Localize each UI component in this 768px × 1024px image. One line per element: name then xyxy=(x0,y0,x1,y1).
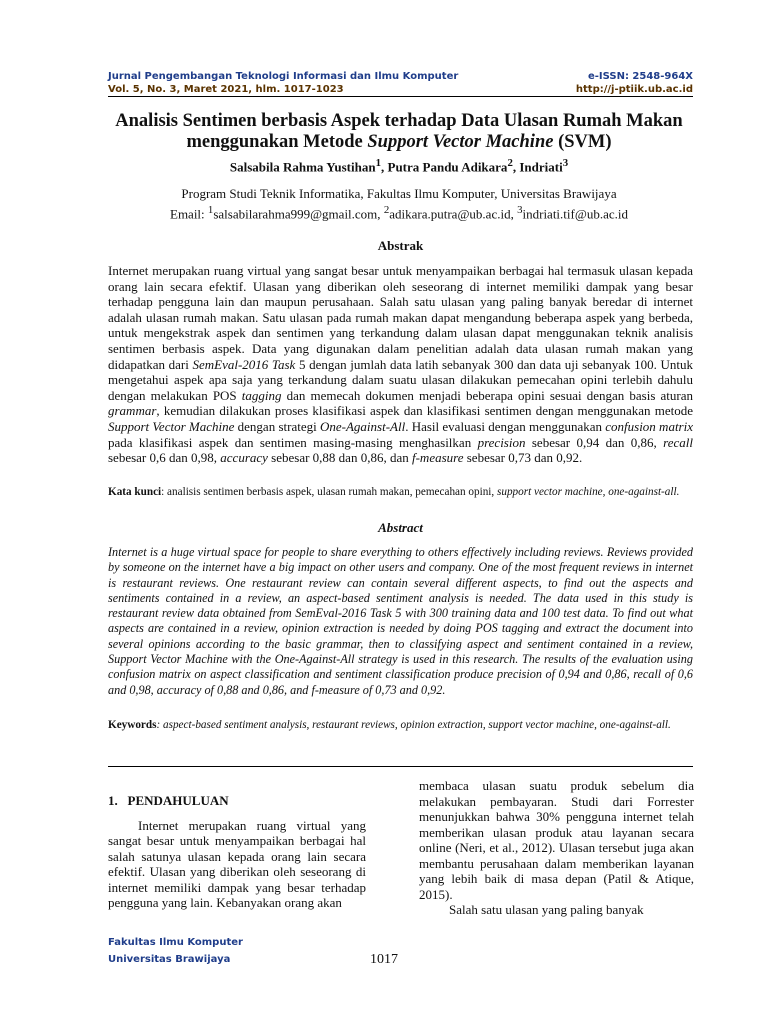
journal-url[interactable]: http://j-ptiik.ub.ac.id xyxy=(575,84,693,95)
author-separator: , xyxy=(512,159,520,175)
email-line xyxy=(90,202,708,222)
right-column xyxy=(419,778,694,918)
abstrak-text: dan memecah dokumen menjadi beberapa opini sesuai dengan basis aturan xyxy=(281,387,694,403)
paper-title xyxy=(90,111,708,153)
abstrak-text: dengan strategi xyxy=(234,418,320,434)
affiliation-line: Program Studi Teknik Informatika, Fakultas Ilmu Komputer, Universitas Brawijaya xyxy=(181,186,617,201)
abstrak-body xyxy=(108,263,693,466)
email-3[interactable]: indriati.tif@ub.ac.id xyxy=(522,206,628,222)
keywords xyxy=(108,718,693,733)
email-2[interactable]: adikara.putra@ub.ac.id, xyxy=(389,206,518,222)
journal-issn-block xyxy=(576,70,693,96)
kata-kunci-label: Kata kunci xyxy=(108,486,162,498)
keywords-label: Keywords xyxy=(108,719,157,731)
journal-volume: Vol. 5, No. 3, Maret 2021, hlm. 1017-1023 xyxy=(108,84,344,95)
abstrak-text: , kemudian dilakukan proses klasifikasi aspek dan klasifikasi sentimen dengan menggunakan metode xyxy=(156,403,693,419)
body-paragraph: Internet merupakan ruang virtual yang sangat besar untuk menyampaikan berbagai hal salah satunya ulasan kepada orang lain secara efektif. Ulasan yang diberikan oleh seseorang di internet memiliki dampak yang besar terhadap pengguna yang lain. Kebanyakan orang akan xyxy=(108,817,366,910)
author-separator: , xyxy=(381,159,388,175)
title-line-2-end: (SVM) xyxy=(553,132,612,152)
section-heading: 1. PENDAHULUAN xyxy=(108,793,229,808)
kata-kunci xyxy=(108,485,693,500)
footer-university: Universitas Brawijaya xyxy=(108,954,231,965)
journal-header xyxy=(108,70,458,96)
header-divider xyxy=(108,96,693,97)
body-divider xyxy=(108,766,693,767)
title-line-2-start: menggunakan Metode xyxy=(186,132,368,152)
abstrak-text: 5 dengan jumlah data latih sebanyak 300 dan data uji sebanyak 100. Untuk mengetahui aspek apa saja yang terkandung dalam suatu ulasan dilakukan pemecahan opini terlebih dahulu dengan melakukan POS xyxy=(108,356,693,403)
abstrak-italic-term: recall xyxy=(663,434,693,450)
keywords-text: : aspect-based sentiment analysis, restaurant reviews, opinion extraction, support vector machine, one-against-all. xyxy=(156,719,671,731)
abstract-body: Internet is a huge virtual space for people to share everything to others effectively including reviews. Reviews provided by someone on the internet have a big impact on other users and company. One of the most frequent reviews in internet is restaurant reviews. One restaurant review can contain several different aspects, to find out the aspects and sentiments contained in a review, an aspect-based sentiment analysis is needed. The data used in this study is restaurant review data obtained from SemEval-2016 Task 5 with 300 training data and 100 test data. To find out what aspects are contained in a review, opinion extraction is needed by doing POS tagging and extract the document into several opinions according to the basic grammar, then to classifying aspect and sentiment contained in a review, Support Vector Machine with the One-Against-All strategy is used in this research. The results of the evaluation using confusion matrix on aspect classification and sentiment classification produce precision of 0,94 and 0,86, recall of 0,6 and 0,98, accuracy of 0,88 and 0,86, and f-measure of 0,73 and 0,92. xyxy=(108,545,693,697)
left-column xyxy=(108,793,366,911)
abstrak-italic-term: SemEval-2016 Task xyxy=(192,356,296,372)
abstrak-text: sebesar 0,73 dan 0,92. xyxy=(463,450,583,466)
abstrak-text: pada klasifikasi aspek dan sentimen masing-masing menghasilkan xyxy=(108,434,478,450)
author-1-sup: 1 xyxy=(375,157,382,169)
email-3-sup: 3 xyxy=(517,204,523,216)
abstrak-text: sebesar 0,88 dan 0,86, dan xyxy=(267,450,412,466)
kata-kunci-italic: support vector machine, one-against-all. xyxy=(497,486,680,498)
abstrak-italic-term: Support Vector Machine xyxy=(108,418,235,434)
abstrak-italic-term: tagging xyxy=(241,387,282,403)
abstrak-text: sebesar 0,6 dan 0,98, xyxy=(108,450,221,466)
footer-faculty: Fakultas Ilmu Komputer xyxy=(108,937,243,948)
journal-name: Jurnal Pengembangan Teknologi Informasi dan Ilmu Komputer xyxy=(108,71,459,82)
email-1-sup: 1 xyxy=(207,204,214,216)
abstrak-italic-term: f-measure xyxy=(411,450,464,466)
author-2: Putra Pandu Adikara xyxy=(387,159,508,175)
abstrak-italic-term: accuracy xyxy=(220,450,268,466)
author-3: Indriati xyxy=(519,159,563,175)
email-label: Email: xyxy=(170,206,208,222)
kata-kunci-text: : analisis sentimen berbasis aspek, ulasan rumah makan, pemecahan opini, xyxy=(161,486,497,498)
abstrak-italic-term: precision xyxy=(477,434,526,450)
body-paragraph: Salah satu ulasan yang paling banyak xyxy=(449,902,644,917)
abstrak-italic-term: One-Against-All xyxy=(319,418,406,434)
author-3-sup: 3 xyxy=(562,157,569,169)
abstrak-text: . Hasil evaluasi dengan menggunakan xyxy=(405,418,606,434)
affiliation-block xyxy=(90,186,708,222)
journal-eissn: e-ISSN: 2548-964X xyxy=(587,71,693,82)
abstrak-text: Internet merupakan ruang virtual yang sangat besar untuk menyampaikan berbagai hal termasuk ulasan kepada orang lain secara efektif. Ulasan yang diberikan oleh seseorang di internet memiliki dampak yang besar terhadap pengguna lain dan maupun perusahaan. Salah satu ulasan yang paling banyak beredar di internet adalah ulasan rumah makan. Satu ulasan pada rumah makan dapat mengandung beberapa aspek yang berbeda, untuk mengekstrak aspek dan sentimen yang terkandung dalam ulasan dapat menggunakan teknik analisis sentimen berbasis aspek. Data yang digunakan dalam penelitian adalah data ulasan rumah makan yang didapatkan dari xyxy=(108,263,693,372)
title-line-2-italic: Support Vector Machine xyxy=(367,132,554,152)
abstrak-heading: Abstrak xyxy=(377,238,424,253)
author-list xyxy=(90,157,708,175)
abstrak-italic-term: grammar xyxy=(108,403,157,419)
page-number: 1017 xyxy=(370,952,398,967)
title-line-1: Analisis Sentimen berbasis Aspek terhadap Data Ulasan Rumah Makan xyxy=(115,111,683,131)
body-paragraph: membaca ulasan suatu produk sebelum dia melakukan pembayaran. Studi dari Forrester menunjukkan bahwa 30% pengguna internet telah memberikan ulasan produk atau layanan secara online (Neri, et al., 2012). Ulasan tersebut juga akan membantu perusahaan dalam memberikan layanan yang lebih baik di masa depan (Patil & Atique, 2015). xyxy=(419,778,694,902)
author-1: Salsabila Rahma Yustihan xyxy=(229,159,376,175)
author-2-sup: 2 xyxy=(507,157,513,169)
email-2-sup: 2 xyxy=(383,204,390,216)
abstrak-italic-term: confusion matrix xyxy=(605,418,694,434)
title-line-2 xyxy=(90,132,708,153)
email-1[interactable]: salsabilarahma999@gmail.com, xyxy=(213,206,384,222)
abstrak-text: sebesar 0,94 dan 0,86, xyxy=(525,434,664,450)
abstract-heading: Abstract xyxy=(378,520,423,535)
